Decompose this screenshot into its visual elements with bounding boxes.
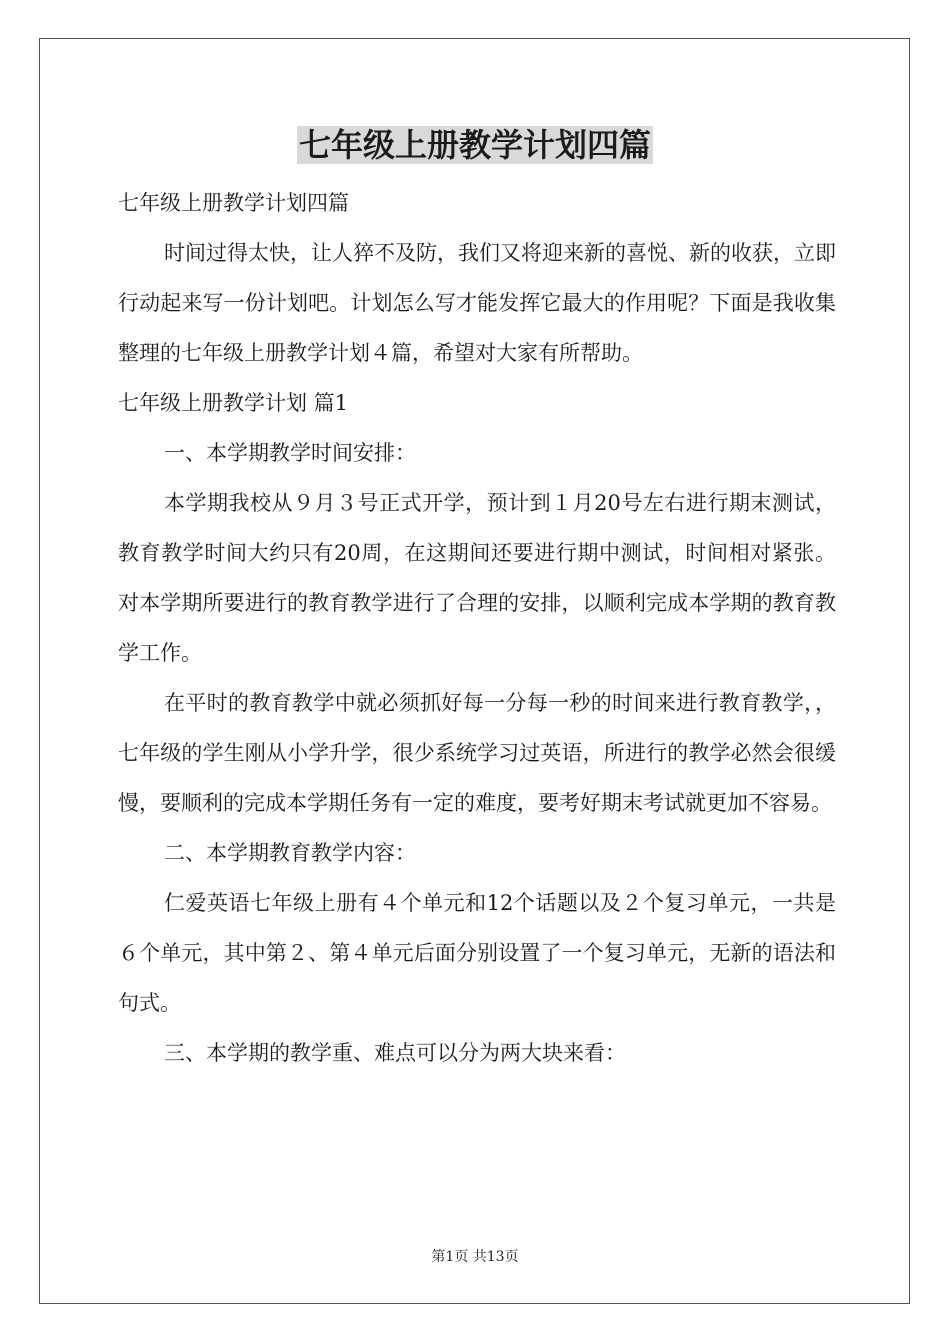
paragraph-intro: 时间过得太快，让人猝不及防，我们又将迎来新的喜悦、新的收获，立即行动起来写一份计划吧。计划怎么写才能发挥它最大的作用呢？下面是我收集整理的七年级上册教学计划４篇，希望对大家有所帮助。	[118, 241, 836, 365]
document-body	[118, 178, 836, 1078]
heading-content: 二、本学期教育教学内容：	[164, 841, 416, 865]
paragraph-subtitle: 七年级上册教学计划四篇	[118, 191, 349, 215]
paragraph-schedule: 本学期我校从９月３号正式开学，预计到１月20号左右进行期末测试，教育教学时间大约只有20周，在这期间还要进行期中测试，时间相对紧张。对本学期所要进行的教育教学进行了合理的安排，以顺利完成本学期的教育教学工作。	[118, 491, 836, 665]
heading-schedule: 一、本学期教学时间安排：	[164, 441, 416, 465]
section-heading-part1: 七年级上册教学计划 篇1	[118, 391, 349, 415]
page-number: 第1页 共13页	[431, 1249, 519, 1265]
heading-key-points: 三、本学期的教学重、难点可以分为两大块来看：	[164, 1041, 626, 1065]
paragraph-daily-teaching: 在平时的教育教学中就必须抓好每一分每一秒的时间来进行教育教学，，七年级的学生刚从小学升学，很少系统学习过英语，所进行的教学必然会很缓慢，要顺利的完成本学期任务有一定的难度，要考好期末考试就更加不容易。	[118, 691, 836, 815]
document-title	[0, 123, 950, 167]
paragraph-content: 仁爱英语七年级上册有４个单元和12个话题以及２个复习单元，一共是６个单元，其中第２、第４单元后面分别设置了一个复习单元，无新的语法和句式。	[118, 891, 836, 1015]
document-title-text: 七年级上册教学计划四篇	[298, 126, 651, 164]
